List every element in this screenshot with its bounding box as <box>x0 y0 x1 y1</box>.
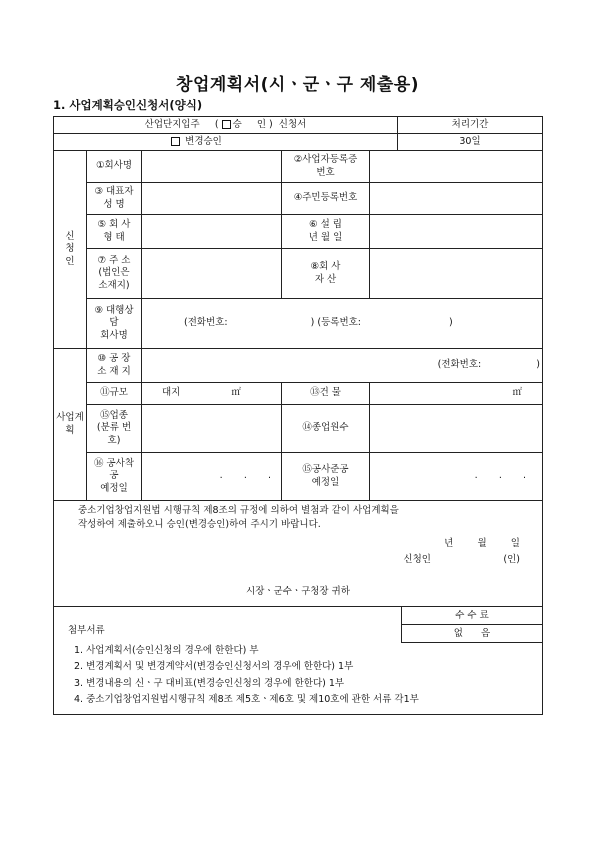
applicant-section-label: 신 청 인 <box>54 151 87 349</box>
attachments-block <box>54 607 543 715</box>
statement-block <box>54 501 543 607</box>
company-name-label: ①회사명 <box>87 151 142 183</box>
attachments-heading: 첨부서류 <box>68 625 105 636</box>
land-unit: ㎡ <box>231 387 241 399</box>
address-field[interactable] <box>142 249 282 299</box>
address-label: ⑦ 주 소 (법인은 소재지) <box>87 249 142 299</box>
completion-date-field[interactable]: . . . <box>370 453 543 501</box>
company-type-label: ⑤ 회 사 형 태 <box>87 215 142 249</box>
start-date-label: ⑯ 공사착 공 예정일 <box>87 453 142 501</box>
building-unit: ㎡ <box>512 387 522 399</box>
attachment-item: 1. 사업계획서(승인신청의 경우에 한한다) 부 <box>74 645 259 656</box>
scale-label: ⑪규모 <box>87 383 142 405</box>
agency-close-paren: ) <box>449 317 453 329</box>
biz-reg-no-field[interactable] <box>370 151 543 183</box>
industry-label: ⑮업종 (분류 번 호) <box>87 405 142 453</box>
established-field[interactable] <box>370 215 543 249</box>
statement-line-2: 작성하여 제출하오니 승인(변경승인)하여 주시기 바랍니다. <box>78 519 321 531</box>
start-date-field[interactable]: . . . <box>142 453 282 501</box>
fee-label: 수 수 료 <box>402 607 542 625</box>
change-approval-row <box>54 134 398 151</box>
addressee: 시장ㆍ군수ㆍ구청장 귀하 <box>246 586 350 598</box>
change-approval-label: 변경승인 <box>185 135 222 147</box>
industry-field[interactable] <box>142 405 282 453</box>
document-title: 창업계획서(시ㆍ군ㆍ구 제출용) <box>176 75 419 95</box>
factory-location-label: ⑩ 공 장 소 재 지 <box>87 349 142 383</box>
completion-date-label: ⑮공사준공 예정일 <box>282 453 370 501</box>
land-label: 대지 <box>162 387 181 399</box>
agency-reg-label: ) (등록번호: <box>310 317 361 329</box>
employees-field[interactable] <box>370 405 543 453</box>
attachment-item: 3. 변경내용의 신ㆍ구 대비표(변경승인신청의 경우에 한한다) 1부 <box>74 677 345 689</box>
attachment-item: 4. 중소기업창업지원법시행규칙 제8조 제5호ㆍ제6호 및 제10호에 관한 서류 각1부 <box>74 694 419 706</box>
employees-label: ⑭종업원수 <box>282 405 370 453</box>
agency-phone-label: (전화번호: <box>184 317 228 329</box>
form-subtitle: 1. 사업계획승인신청서(양식) <box>53 98 203 112</box>
application-type-row: 산업단지입주 ( 승 인 ) 신청서 <box>54 117 398 134</box>
period-value: 30일 <box>398 134 543 151</box>
agency-label: ⑨ 대행상 담 회사명 <box>87 299 142 349</box>
change-approval-checkbox[interactable] <box>171 137 180 146</box>
approval-checkbox[interactable] <box>222 120 231 129</box>
company-name-field[interactable] <box>142 151 282 183</box>
application-form <box>53 116 543 715</box>
representative-label: ③ 대표자 성 명 <box>87 183 142 215</box>
factory-location-field[interactable]: (전화번호: ) <box>142 349 543 383</box>
company-type-field[interactable] <box>142 215 282 249</box>
assets-field[interactable] <box>370 249 543 299</box>
agency-field[interactable] <box>142 299 543 349</box>
resident-no-label: ④주민등록번호 <box>282 183 370 215</box>
resident-no-field[interactable] <box>370 183 543 215</box>
applicant-suffix: 신청서 <box>278 118 307 130</box>
representative-field[interactable] <box>142 183 282 215</box>
period-label: 처리기간 <box>398 117 543 134</box>
building-label: ⑬건 물 <box>282 383 370 405</box>
established-label: ⑥ 설 립 년 월 일 <box>282 215 370 249</box>
applicant-signature-line: 신청인 (인) <box>403 554 520 566</box>
building-field[interactable] <box>370 383 543 405</box>
date-line: 년 월 일 <box>444 537 520 549</box>
type-prefix: 산업단지입주 <box>144 118 200 130</box>
attachment-item: 2. 변경계획서 및 변경계약서(변경승인신청서의 경우에 한한다) 1부 <box>74 661 354 673</box>
assets-label: ⑧회 사 자 산 <box>282 249 370 299</box>
fee-value: 없 음 <box>453 628 491 639</box>
land-field[interactable] <box>142 383 282 405</box>
factory-phone-label: (전화번호: <box>437 359 482 371</box>
biz-reg-no-label: ②사업자등록증 번호 <box>282 151 370 183</box>
statement-line-1: 중소기업창업지원법 시행규칙 제8조의 규정에 의하여 별첨과 같이 사업계획을 <box>78 505 399 516</box>
business-section-label: 사업계 획 <box>54 349 87 501</box>
approval-label: 승 인 <box>232 118 267 130</box>
